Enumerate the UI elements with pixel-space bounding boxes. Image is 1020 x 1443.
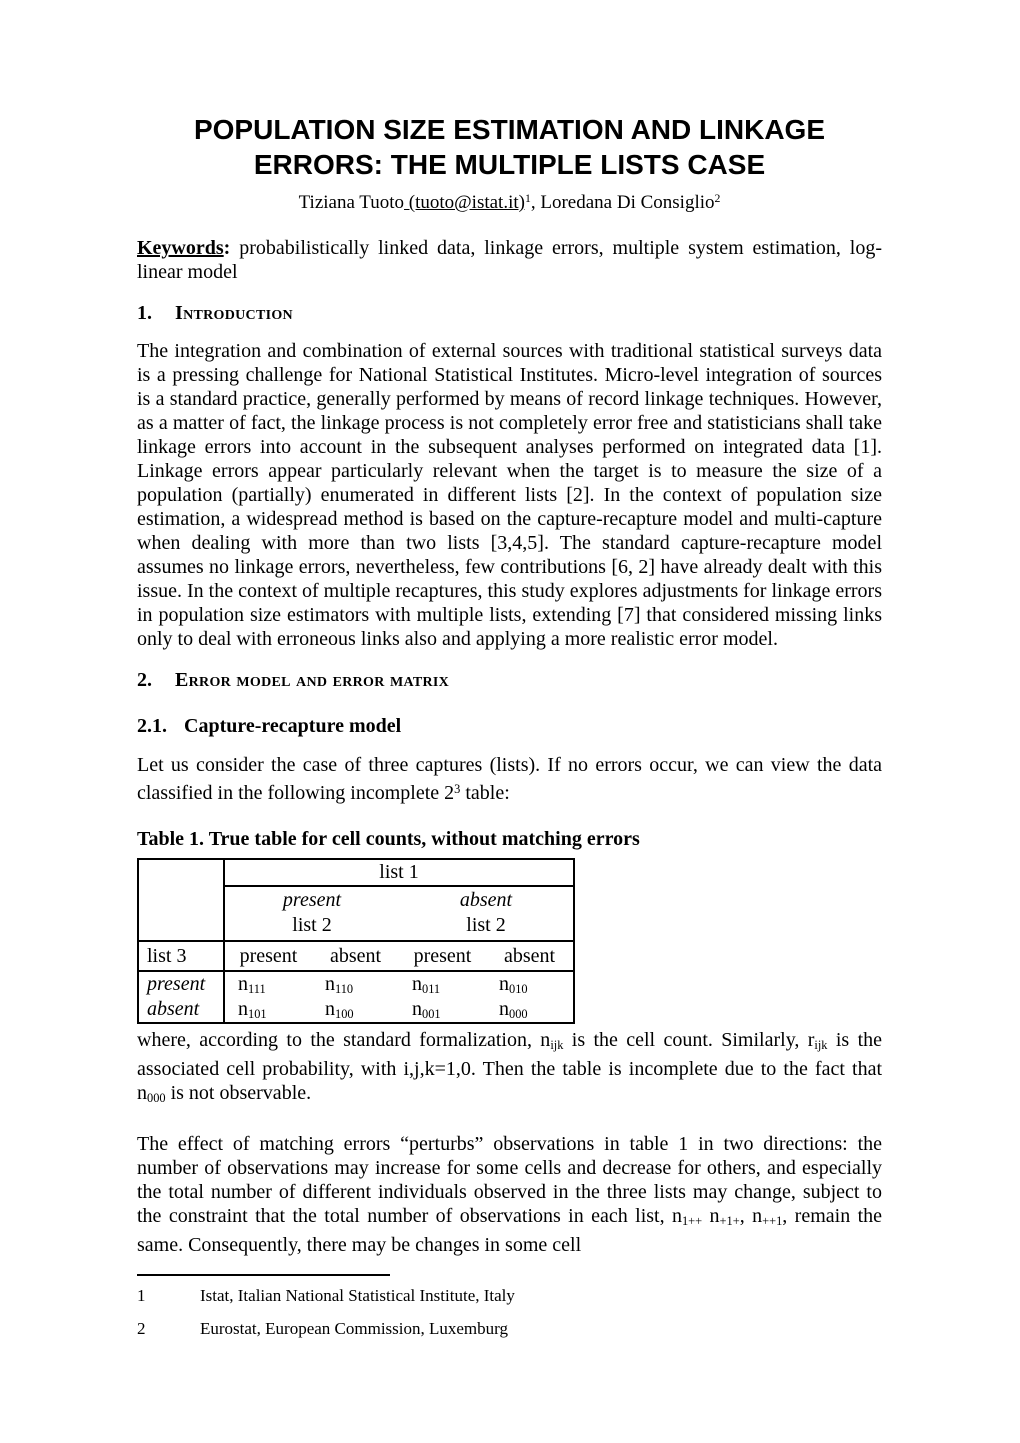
page-content (137, 112, 882, 1257)
text-run: 010 (509, 981, 528, 996)
text-run: n (412, 997, 422, 1020)
text-run: 001 (422, 1006, 441, 1021)
cell-n001 (399, 997, 486, 1023)
text-run: n (238, 972, 248, 995)
cell-n011 (399, 971, 486, 997)
keywords-line (137, 236, 882, 284)
section-2-heading (137, 667, 882, 693)
text-run: probabilistically linked data, linkage errors, multiple system estimation, log-linear model (137, 236, 882, 283)
table-1-caption: Table 1. True table for cell counts, without matching errors (137, 828, 640, 851)
text-run: n (238, 997, 248, 1020)
cell-n101 (224, 997, 312, 1023)
text-run: 000 (509, 1006, 528, 1021)
text-run: n (325, 972, 335, 995)
text-run: ++1 (762, 1214, 783, 1229)
text-run: n (499, 997, 509, 1020)
authors-line (137, 186, 882, 216)
text-run: is not observable. (165, 1082, 312, 1105)
section-2-number: 2. (137, 668, 152, 691)
paper-title-line2: ERRORS: THE MULTIPLE LISTS CASE (253, 149, 766, 180)
text-run: 000 (147, 1091, 166, 1106)
cell-n000 (486, 997, 574, 1023)
text-run: is the cell count. Similarly, r (563, 1029, 815, 1052)
text-run: table: (460, 782, 510, 805)
footnote-separator (137, 1274, 390, 1276)
text-run: 101 (248, 1006, 267, 1021)
table-group-present (224, 886, 399, 941)
text-run: Keywords (137, 236, 224, 259)
section-2-1-title: Capture-recapture model (184, 714, 402, 737)
col-header-1: present (224, 941, 312, 971)
text-run: n (325, 997, 335, 1020)
text-run: 110 (335, 981, 354, 996)
text-run: n (499, 972, 509, 995)
cell-n110 (312, 971, 399, 997)
section-2-title: Error model and error matrix (175, 668, 450, 691)
footnotes (137, 1274, 882, 1352)
table-data-row (138, 971, 574, 997)
text-run: ijk (550, 1038, 564, 1053)
footnote-1-text: Istat, Italian National Statistical Institute, Italy (200, 1286, 515, 1305)
table-note-paragraph (137, 1028, 882, 1110)
text-run: 111 (248, 981, 266, 996)
text-run: ijk (814, 1038, 828, 1053)
footnote-2 (137, 1319, 882, 1339)
text-run: , n (739, 1205, 763, 1228)
section-1-title: Introduction (175, 301, 293, 324)
footnote-1-number: 1 (137, 1286, 146, 1305)
group-present-sublabel: list 2 (292, 914, 332, 937)
text-run: n (702, 1205, 720, 1228)
table-header-row (138, 941, 574, 971)
table-corner-cell (138, 859, 224, 941)
section-1-number: 1. (137, 301, 152, 324)
group-absent-label: absent (459, 889, 513, 912)
row-label-present: present (138, 971, 224, 997)
text-run: 3 (454, 781, 461, 796)
paper-title (137, 112, 882, 182)
intro-paragraph: The integration and combination of external sources with traditional statistical surveys data is a pressing challenge for National Statistical Institutes. Micro-level integration of sources is a standard practice, generally performed by means of record linkage techniques. However, as a matter of fact, the linkage process is not completely error free and statisticians shall take linkage errors into account in the subsequent analyses performed on integrated data [1]. Linkage errors appear particularly relevant when the target is to measure the size of a population (partially) enumerated in different lists [2]. In the context of population size estimation, a widespread method is based on the capture-recapture model and multi-capture when dealing with more than two lists [3,4,5]. The standard capture-recapture model assumes no linkage errors, nevertheless, few contributions [6, 2] have already dealt with this issue. In the context of multiple recaptures, this study explores adjustments for linkage errors in population size estimators with multiple lists, extending [7] that considered missing links only to deal with erroneous links also and applying a more realistic error model. (137, 339, 882, 650)
text-run: is the associated cell probability, with i,j,k=1,0. Then the table is incomplete due to the fact that n (137, 1029, 882, 1105)
text-run: : (223, 236, 231, 259)
text-run: 1 (524, 192, 531, 205)
group-absent-sublabel: list 2 (466, 914, 506, 937)
text-run: , Loredana Di Consiglio (530, 191, 715, 213)
text-run: 011 (422, 981, 441, 996)
table-row (138, 859, 574, 886)
col-header-4: absent (486, 941, 574, 971)
table-group-absent (399, 886, 574, 941)
cell-n010 (486, 971, 574, 997)
text-run: +1+ (719, 1214, 740, 1229)
table-list1-header: list 1 (224, 859, 574, 886)
text-run: , remain the same. Consequently, there may be changes in some cell (137, 1205, 883, 1257)
table-1 (137, 858, 575, 1024)
footnote-2-number: 2 (137, 1319, 146, 1338)
text-run: 100 (335, 1006, 354, 1021)
text-run: where, according to the standard formalization, n (137, 1029, 551, 1052)
row-label-absent: absent (138, 997, 224, 1023)
section-2-1-heading (137, 713, 882, 739)
group-present-label: present (282, 889, 342, 912)
section-2-1-number: 2.1. (137, 714, 167, 737)
cell-n100 (312, 997, 399, 1023)
footnote-2-text: Eurostat, European Commission, Luxemburg (200, 1319, 509, 1338)
text-run: The effect of matching errors “perturbs” observations in table 1 in two directions: the number of observations may increase for some cells and decrease for others, and especially the total number of different individuals observed in the three lists may change, subject to the constraint that the total number of observations in each list, n (137, 1133, 882, 1228)
text-run: 2 (714, 192, 721, 205)
col-header-3: present (399, 941, 486, 971)
col-header-2: absent (312, 941, 399, 971)
paper-title-line1: POPULATION SIZE ESTIMATION AND LINKAGE (193, 114, 826, 145)
table-list3-header: list 3 (138, 941, 224, 971)
footnote-1 (137, 1286, 882, 1306)
capture-model-paragraph (137, 753, 882, 805)
text-run: Tiziana Tuoto (298, 191, 405, 213)
cell-n111 (224, 971, 312, 997)
email-link[interactable]: (tuoto@istat.it) (404, 191, 525, 213)
text-run: 1++ (681, 1214, 703, 1229)
section-1-heading (137, 300, 882, 326)
text-run: Let us consider the case of three captures (lists). If no errors occur, we can view the data classified in the following incomplete 2 (137, 753, 882, 805)
table-data-row (138, 997, 574, 1023)
matching-errors-paragraph (137, 1132, 882, 1257)
text-run: n (412, 972, 422, 995)
